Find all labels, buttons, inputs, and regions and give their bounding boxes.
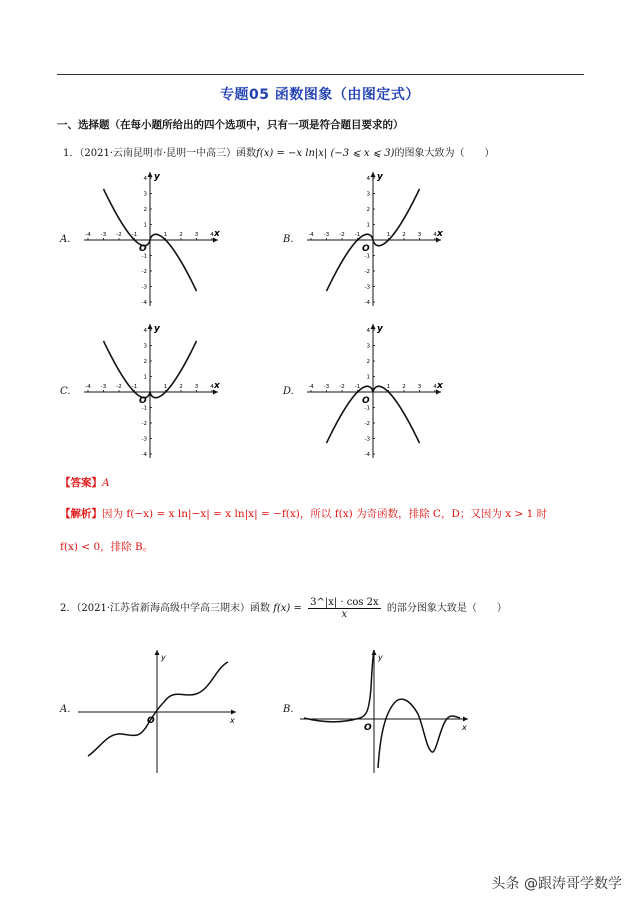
x-arrow-icon [231,710,236,715]
q1-graph-b [303,170,443,310]
x-tick-label: -2 [339,384,345,390]
analysis-label: 【解析】 [60,508,102,520]
function-curve [88,662,228,756]
q2-formula-lhs: f(x) = [273,603,302,614]
origin-label: O [362,244,370,254]
x-tick-label: 4 [210,384,214,390]
q2-stem-prefix: 2．（2021·江苏省新海高级中学高三期末）函数 [60,603,270,614]
x-tick-label: -1 [354,232,361,238]
x-tick-label: 1 [386,384,391,390]
y-tick-label: 3 [366,343,370,350]
y-axis-label: y [378,653,383,662]
y-tick-label: -2 [141,421,147,427]
y-tick-label: 2 [366,207,370,213]
q2-graph-b [300,648,470,773]
x-tick-label: -1 [354,384,361,390]
origin-label: O [362,396,370,406]
q1-answer [60,475,110,490]
y-arrow-icon [148,324,153,329]
x-tick-label: -1 [131,232,138,238]
x-tick-label: 2 [402,232,406,238]
y-tick-label: -1 [364,253,370,260]
q1-option-b-label: B. [283,234,294,245]
q1-stem [63,144,494,159]
x-tick-label: 3 [194,384,199,390]
q2-stem [60,597,507,620]
q1-option-d-label: D. [283,386,294,397]
x-axis-label: x [437,229,443,239]
q2-option-a-label: A. [60,704,71,715]
y-tick-label: 1 [143,222,147,229]
function-curve-right [378,699,460,768]
origin-label: O [139,396,147,406]
q2-option-b-label: B. [283,704,294,715]
y-tick-label: 4 [366,328,370,334]
answer-value: A [102,477,110,489]
y-tick-label: -2 [364,269,370,275]
x-tick-label: 4 [433,384,437,390]
x-tick-label: 3 [194,232,199,238]
origin-label: O [147,716,155,726]
page-title: 专题05 函数图象（由图定式） [220,87,420,103]
x-tick-label: 4 [433,232,437,238]
q1-analysis-cont: f(x) < 0，排除 B。 [60,541,154,553]
header-rule [57,74,584,75]
answer-label: 【答案】 [60,477,102,489]
watermark: 头条 @跟涛哥学数学 [491,876,622,892]
y-axis-label: y [154,324,160,334]
x-tick-label: 2 [179,232,183,238]
x-tick-label: -3 [323,384,330,390]
y-tick-label: -3 [141,284,147,291]
x-tick-label: -2 [116,232,122,238]
y-axis-label: y [154,172,160,182]
function-curve-left [304,650,374,722]
y-axis-label: y [377,172,383,182]
q1-formula: f(x) = −x ln|x| (−3 ⩽ x ⩽ 3) [256,148,395,159]
y-tick-label: 4 [143,328,147,334]
y-arrow-icon [371,324,376,329]
x-axis-label: x [462,723,467,732]
x-tick-label: -4 [85,384,91,390]
y-tick-label: -3 [364,436,370,443]
y-tick-label: -1 [364,405,370,412]
q1-graph-c [80,322,220,462]
q2-stem-suffix: 的部分图象大致是（ ） [386,603,507,614]
x-tick-label: 2 [402,384,406,390]
q2-frac-den: x [341,609,348,620]
y-arrow-icon [148,172,153,177]
q2-fraction [308,597,381,620]
y-arrow-icon [155,650,160,655]
y-tick-label: -2 [364,421,370,427]
y-tick-label: -4 [141,300,147,306]
y-axis-label: y [161,653,166,662]
x-tick-label: -2 [339,232,345,238]
y-arrow-icon [371,172,376,177]
y-tick-label: 2 [366,359,370,365]
x-tick-label: -2 [116,384,122,390]
origin-label: O [364,723,372,733]
q1-stem-prefix: 1．（2021·云南昆明市·昆明一中高三）函数 [63,148,257,159]
y-tick-label: 3 [366,191,370,198]
x-tick-label: -4 [308,232,314,238]
x-tick-label: -3 [100,384,107,390]
q1-option-a-label: A. [60,234,71,245]
x-tick-label: -3 [323,232,330,238]
x-axis-label: x [437,381,443,391]
y-tick-label: 2 [143,359,147,365]
x-tick-label: -1 [131,384,138,390]
y-tick-label: 1 [366,374,370,381]
q1-analysis [60,506,547,521]
y-tick-label: 3 [143,343,147,350]
q2-frac-num: 3^|x| · cos 2x [310,597,379,608]
x-axis-label: x [214,381,220,391]
x-tick-label: 1 [163,384,168,390]
y-tick-label: 1 [366,222,370,229]
origin-label: O [139,244,147,254]
x-tick-label: 2 [179,384,183,390]
x-tick-label: 3 [417,384,422,390]
y-tick-label: 4 [143,176,147,182]
analysis-text: 因为 f(−x) = x ln|−x| = x ln|x| = −f(x)，所以 f(x) 为奇函数，排除 C，D；又因为 x > 1 时 [102,508,548,520]
q1-graph-d [303,322,443,462]
x-tick-label: 4 [210,232,214,238]
q1-option-c-label: C. [60,386,71,397]
y-tick-label: 1 [143,374,147,381]
y-tick-label: -3 [364,284,370,291]
q1-stem-suffix: 的图象大致为（ ） [394,148,495,159]
y-tick-label: -4 [364,452,370,458]
x-tick-label: 1 [386,232,391,238]
x-axis-label: x [214,229,220,239]
x-axis-label: x [230,716,235,725]
y-tick-label: -4 [141,452,147,458]
y-axis-label: y [377,324,383,334]
y-tick-label: 2 [143,207,147,213]
y-tick-label: -1 [141,405,147,412]
q1-graph-a [80,170,220,310]
y-tick-label: 4 [366,176,370,182]
y-tick-label: -2 [141,269,147,275]
x-tick-label: 3 [417,232,422,238]
y-tick-label: 3 [143,191,147,198]
x-tick-label: 1 [163,232,168,238]
x-arrow-icon [463,717,468,722]
x-tick-label: -4 [308,384,314,390]
section-heading: 一、选择题（在每小题所给出的四个选项中，只有一项是符合题目要求的） [57,119,404,131]
q2-graph-a [78,648,238,773]
y-tick-label: -1 [141,253,147,260]
y-tick-label: -4 [364,300,370,306]
y-tick-label: -3 [141,436,147,443]
x-tick-label: -4 [85,232,91,238]
x-tick-label: -3 [100,232,107,238]
